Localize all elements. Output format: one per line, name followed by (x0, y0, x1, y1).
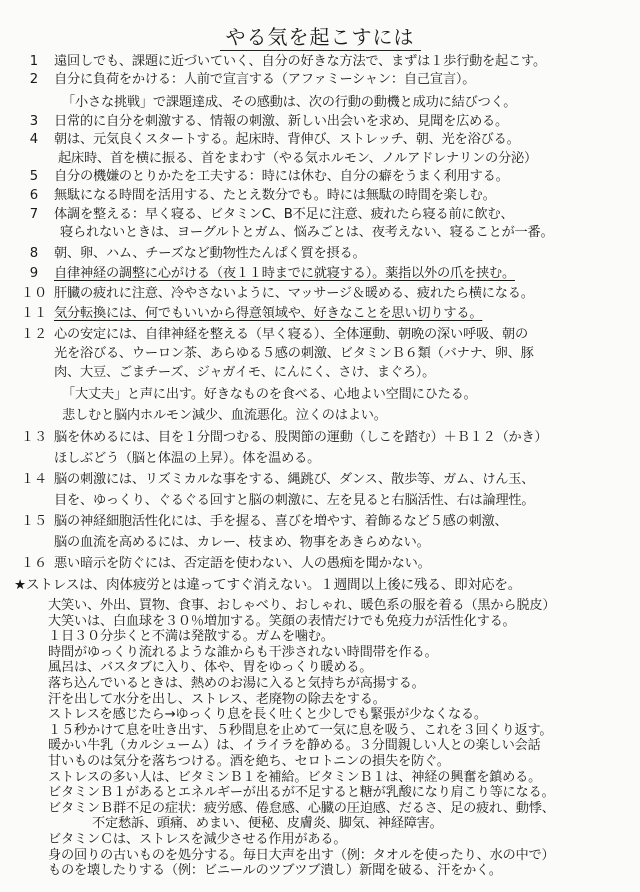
item-text: 脳の刺激には、リズミカルな事をする、縄跳び、ダンス、散歩等、ガム、けん玉、 (54, 472, 535, 487)
item-text: 光を浴びる、ウーロン茶、あらゆる５感の刺激、ビタミンＢ６類（バナナ、卵、豚 (54, 346, 534, 361)
item-text: 脳の血流を高めるには、カレー、枝まめ、物事をあきらめない。 (54, 535, 430, 550)
item-text: 目を、ゆっくり、ぐるぐる回すと脳の刺激に、左を見ると右脳活性、右は論理性。 (54, 493, 535, 508)
item-number: 1 (29, 54, 39, 69)
item-number: 5 (29, 169, 39, 184)
stress-line: ストレスを感じたら→ゆっくり息を長く吐くと少しでも緊張が少なくなる。 (48, 707, 487, 723)
item-number: １５ (20, 514, 48, 529)
item-text: 肝臓の疲れに注意、冷やさないように、マッサージ＆暖める、疲れたら横になる。 (54, 286, 534, 301)
item-number: 9 (29, 266, 39, 281)
item-number: 6 (29, 188, 39, 203)
stress-line: 大笑い、外出、買物、食事、おしゃべり、おしゃれ、暖色系の服を着る（黒から脱皮） (48, 598, 556, 613)
item-number: １０ (20, 286, 48, 301)
stress-line: 大笑いは、白血球を３０％増加する。笑顔の表情だけでも免疫力が活性化する。 (48, 613, 516, 629)
stress-line: ビタミンＢ群不足の症状：疲労感、倦怠感、心臓の圧迫感、だるさ、足の疲れ、動悸、 (48, 800, 555, 816)
item-text: 「大丈夫」と声に出す。好きなものを食べる、心地よい空間にひたる。 (62, 387, 477, 402)
item-text: 自分に負荷をかける：人前で宣言する（アファミーシャン：自己宣言）。 (54, 72, 476, 87)
item-text: 脳を休めるには、目を１分間つむる、股関節の運動（しこを踏む）＋Ｂ１２（かき） (54, 430, 548, 445)
item-number: 4 (29, 132, 39, 147)
item-number: １４ (20, 472, 48, 487)
stress-line: １５秒かけて息を吐き出す、５秒間息を止めて一気に息を吸う、これを３回くり返す。 (48, 722, 553, 738)
stress-line: ものを壊したりする（例：ビニールのツブツブ潰し）新聞を破る、汗をかく。 (48, 863, 502, 879)
item-text: 自律神経の調整に心がける（夜１１時までに就寝する）。薬指以外の爪を挟む。 (54, 266, 515, 281)
item-number: 3 (29, 114, 39, 129)
item-text: 朝、卵、ハム、チーズなど動物性たんぱく質を摂る。 (54, 246, 366, 261)
item-number: １３ (20, 430, 48, 445)
stress-line: １日３０分歩くと不満は発散する。ガムを噛む。 (48, 629, 334, 645)
item-text: 気分転換には、何でもいいから得意領域や、好きなことを思い切りする。 (54, 306, 483, 321)
item-text: 朝は、元気良くスタートする。起床時、背伸び、ストレッチ、朝、光を浴びる。 (54, 132, 520, 147)
item-text: 脳の神経細胞活性化には、手を握る、喜びを増やす、着飾るなど５感の刺激、 (54, 514, 508, 529)
stress-line: 身の回りの古いものを処分する。毎日大声を出す（例：タオルを使ったり、水の中で） (48, 847, 555, 863)
item-number: 2 (29, 72, 39, 87)
stress-line: ビタミンＢ１があるとエネルギーが出るが不足すると糖が乳酸になり肩こり等になる。 (48, 785, 555, 801)
stress-line: ストレスの多い人は、ビタミンＢ１を補給。ビタミンＢ１は、神経の興奮を鎮める。 (48, 769, 542, 785)
stress-line: ビタミンＣは、ストレスを減少させる作用がある。 (48, 832, 347, 847)
item-number: １２ (20, 327, 48, 342)
item-text: 寝られないときは、ヨーグルトとガム、悩みごとは、夜考えない、寝ることが一番。 (60, 225, 554, 240)
stress-line: 甘いものは気分を落ちつける。酒を絶ち、セロトニンの損失を防ぐ。 (48, 754, 450, 769)
item-text: 遠回しでも、課題に近づいていく、自分の好きな方法で、まずは１歩行動を起こす。 (54, 54, 546, 69)
item-number: 7 (29, 207, 39, 222)
item-number: １１ (20, 306, 48, 321)
stress-line: 風呂は、バスタブに入り、体や、胃をゆっくり暖める。 (48, 660, 373, 676)
item-text: 日常的に自分を刺激する、情報の刺激、新しい出会いを求め、見聞を広める。 (54, 114, 509, 129)
stress-line: 不定愁訴、頭痛、めまい、便秘、皮膚炎、脚気、神経障害。 (92, 816, 443, 832)
stress-heading: ★ストレスは、肉体疲労とは違ってすぐ消えない。１週間以上後に残る、即対応を。 (14, 577, 522, 593)
item-text: 悲しむと脳内ホルモン減少、血流悪化。泣くのはよい。 (62, 408, 387, 423)
item-text: 自分の機嫌のとりかたを工夫する：時には休む、自分の癖をうまく利用する。 (54, 169, 509, 184)
item-text: ほしぶどう（脳と体温の上昇）。体を温める。 (54, 451, 321, 466)
item-text: 悪い暗示を防ぐには、否定語を使わない、人の愚痴を聞かない。 (54, 556, 431, 571)
stress-line: 落ち込んでいるときは、熱めのお湯に入ると気持ちが高揚する。 (48, 676, 425, 691)
item-text: 無駄になる時間を活用する、たとえ数分でも。時には無駄の時間を楽しむ。 (54, 188, 496, 203)
item-text: 「小さな挑戦」で課題達成、その感動は、次の行動の動機と成功に結びつく。 (62, 95, 517, 110)
item-text: 体調を整える：早く寝る、ビタミンC、B不足に注意、疲れたら寝る前に飲む、 (54, 207, 514, 222)
item-number: １６ (20, 556, 48, 571)
item-number: 8 (29, 246, 39, 261)
item-text: 肉、大豆、ごまチーズ、ジャガイモ、にんにく、さけ、まぐろ）。 (54, 365, 436, 380)
item-text: 起床時、首を横に振る、首をまわす（やる気ホルモン、ノルアドレナリンの分泌） (58, 151, 537, 166)
stress-line: 時間がゆっくり流れるような誰からも干渉されない時間帯を作る。 (48, 644, 438, 660)
document-title: やる気を起こすには (0, 24, 640, 50)
item-text: 心の安定には、自律神経を整える（早く寝る）、全体運動、朝晩の深い呼吸、朝の (54, 327, 528, 342)
stress-line: 汗を出して水分を出し、ストレス、老廃物の除去をする。 (48, 691, 386, 707)
stress-line: 暖かい牛乳（カルシューム）は、イライラを静める。３分間親しい人との楽しい会話 (48, 738, 541, 754)
